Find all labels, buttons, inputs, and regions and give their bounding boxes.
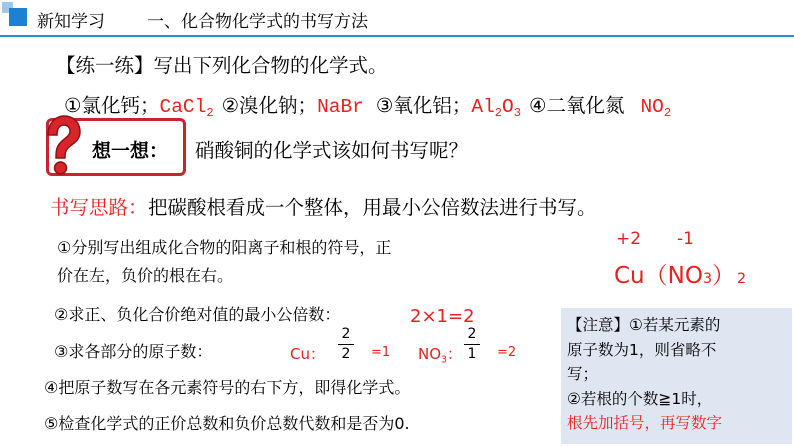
page-title: 一、化合物化学式的书写方法 bbox=[147, 12, 368, 32]
step-2: ②求正、负化合价绝对值的最小公倍数： bbox=[54, 305, 341, 324]
practice-prompt: 【练一练】写出下列化合物的化学式。 bbox=[56, 54, 388, 77]
note-line-5: 根先加括号，再写数字 bbox=[567, 414, 723, 432]
formula-close-paren: ） bbox=[712, 263, 736, 289]
step-3-no3-denominator: 1 bbox=[467, 346, 477, 362]
valence-negative: -1 bbox=[677, 229, 694, 249]
practice-items-row bbox=[64, 90, 672, 121]
practice-item-2-num: ② bbox=[221, 94, 240, 117]
step-3-no3-fraction bbox=[464, 326, 480, 363]
note-box bbox=[561, 308, 792, 444]
step-1-line-1: ①分别写出组成化合物的阳离子和根的符号，正 bbox=[57, 238, 392, 257]
method-text: 把碳酸根看成一个整体，用最小公倍数法进行书写。 bbox=[148, 196, 597, 219]
practice-item-3-formula: $Al_2O_3$ bbox=[471, 96, 521, 121]
practice-item-3-name: 氧化铝； bbox=[393, 94, 472, 117]
section-label: 新知学习 bbox=[37, 12, 105, 32]
practice-item-2-name: 溴化钠； bbox=[239, 94, 318, 117]
practice-item-3-num: ③ bbox=[375, 94, 394, 117]
practice-item-4-num: ④ bbox=[528, 94, 547, 117]
step-2-answer: 2×1=2 bbox=[410, 306, 475, 327]
formula-no: NO bbox=[667, 263, 703, 289]
step-3: ③求各部分的原子数： bbox=[54, 342, 213, 361]
step-3-cu-fraction bbox=[338, 326, 354, 363]
step-3-no3-numerator: 2 bbox=[467, 326, 477, 342]
note-line-2: 原子数为1，则省略不 bbox=[567, 340, 717, 359]
note-line-3: 写； bbox=[567, 365, 599, 383]
step-3-cu-result: =1 bbox=[371, 345, 391, 360]
think-label: 想一想： bbox=[92, 140, 169, 162]
step-3-cu-numerator: 2 bbox=[341, 326, 351, 342]
copper-nitrate-formula: Cu （ NO 3 ） 2 bbox=[614, 257, 746, 290]
step-3-cu-label: Cu： bbox=[290, 345, 325, 363]
header-bar bbox=[0, 0, 794, 34]
practice-item-4-name: 二氧化氮 bbox=[546, 94, 625, 117]
step-3-cu-denominator: 2 bbox=[341, 346, 351, 362]
think-question: 硝酸铜的化学式该如何书写呢？ bbox=[195, 139, 469, 162]
step-1-line-2: 价在左，负价的根在右。 bbox=[57, 266, 234, 285]
step-3-no3-result: =2 bbox=[497, 345, 517, 360]
method-heading: 书写思路： bbox=[50, 196, 148, 219]
note-line-1: 【注意】①若某元素的 bbox=[567, 316, 721, 334]
practice-item-1-name: 氯化钙； bbox=[81, 94, 160, 117]
step-4: ④把原子数写在各元素符号的右下方，即得化学式。 bbox=[44, 378, 411, 397]
formula-cu: Cu bbox=[614, 263, 645, 289]
question-mark-icon bbox=[40, 113, 84, 179]
header-divider bbox=[0, 35, 794, 37]
practice-item-2-formula: NaBr bbox=[317, 96, 364, 118]
valence-positive: +2 bbox=[616, 229, 642, 249]
practice-item-4-formula: $NO_2$ bbox=[640, 96, 672, 121]
formula-open-paren: （ bbox=[644, 263, 668, 289]
practice-item-1-formula: CaCl$_2$ bbox=[159, 96, 214, 121]
note-line-4: ②若根的个数≧1时， bbox=[567, 389, 713, 408]
practice-item-1-num: ① bbox=[64, 94, 82, 117]
step-3-no3-label: $NO_3$： bbox=[418, 345, 462, 366]
header-square-dark bbox=[9, 8, 27, 26]
step-5: ⑤检查化学式的正价总数和负价总数代数和是否为0. bbox=[44, 414, 410, 433]
